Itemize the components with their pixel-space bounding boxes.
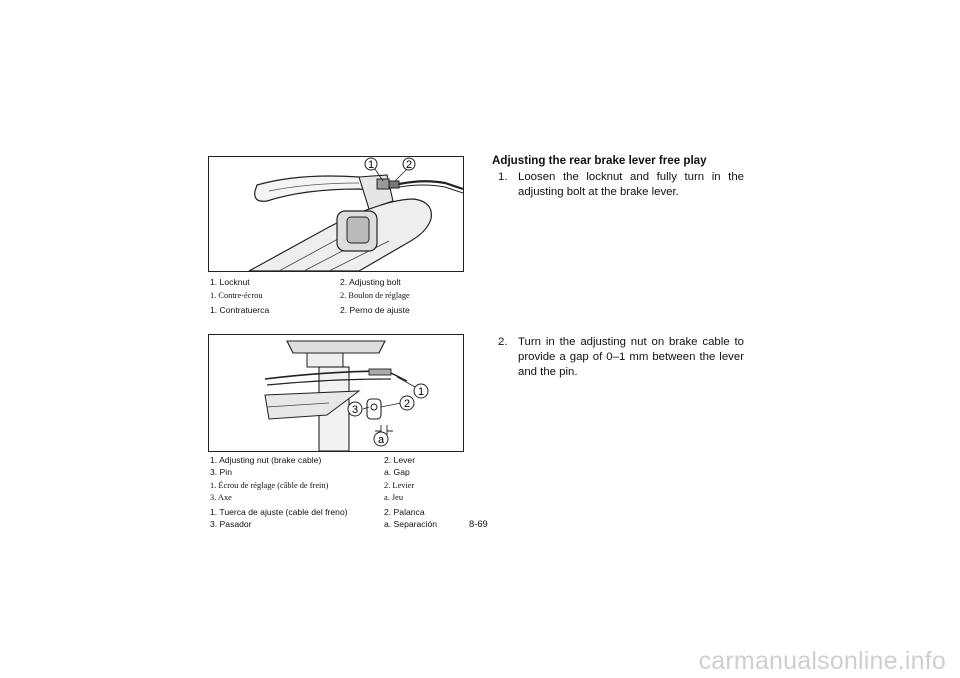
step-number: 2. (498, 336, 508, 348)
legend-item: 1. Contre-écrou (210, 291, 263, 300)
legend-group-en (208, 454, 462, 478)
brake-lever-illustration (209, 157, 463, 271)
section-heading: Adjusting the rear brake lever free play (492, 154, 707, 167)
step-1 (498, 170, 744, 200)
callout-a-label: a (377, 434, 385, 446)
brake-cable-illustration (209, 335, 463, 451)
legend-row-en (208, 276, 462, 288)
callout-2-label: 2 (403, 398, 411, 410)
legend-row (208, 466, 462, 478)
callout-1-label: 1 (367, 159, 375, 171)
legend-group-fr (208, 480, 462, 504)
legend-row (208, 454, 462, 466)
callout-2-label: 2 (405, 159, 413, 171)
step-number: 1. (498, 171, 508, 183)
legend-row (208, 492, 462, 504)
legend-item: 3. Pasador (210, 519, 252, 529)
legend-item: 3. Pin (210, 467, 232, 477)
legend-item: a. Jeu (384, 493, 404, 502)
legend-item: 3. Axe (210, 493, 232, 502)
figure2-legend (208, 454, 462, 532)
legend-row (208, 518, 462, 530)
legend-item: 2. Adjusting bolt (340, 277, 401, 287)
legend-item: 2. Perno de ajuste (340, 305, 410, 315)
callout-1-label: 1 (417, 386, 425, 398)
legend-group-es (208, 506, 462, 530)
legend-item: 1. Adjusting nut (brake cable) (210, 455, 322, 465)
legend-item: 1. Écrou de réglage (câble de frein) (210, 481, 329, 490)
step-text: Loosen the locknut and fully turn in the adjusting bolt at the brake lever. (518, 171, 744, 198)
legend-row (208, 506, 462, 518)
legend-item: 1. Contratuerca (210, 305, 270, 315)
legend-item: a. Separación (384, 519, 438, 529)
legend-item: 2. Lever (384, 455, 416, 465)
legend-item: 1. Tuerca de ajuste (cable del freno) (210, 507, 348, 517)
figure-brake-lever (208, 156, 464, 272)
callout-3-label: 3 (351, 404, 359, 416)
legend-item: 2. Levier (384, 481, 415, 490)
legend-item: 2. Palanca (384, 507, 425, 517)
legend-item: a. Gap (384, 467, 410, 477)
page-number: 8-69 (469, 518, 488, 529)
legend-item: 1. Locknut (210, 277, 250, 287)
legend-row-fr (208, 290, 462, 302)
figure-brake-cable (208, 334, 464, 452)
step-text: Turn in the adjusting nut on brake cable to provide a gap of 0–1 mm between the lever and the pin. (518, 336, 744, 378)
legend-item: 2. Boulon de réglage (340, 291, 410, 300)
step-2 (498, 335, 744, 380)
legend-row-es (208, 304, 462, 316)
figure1-legend (208, 276, 462, 316)
watermark: carmanualsonline.info (698, 647, 946, 675)
legend-row (208, 480, 462, 492)
